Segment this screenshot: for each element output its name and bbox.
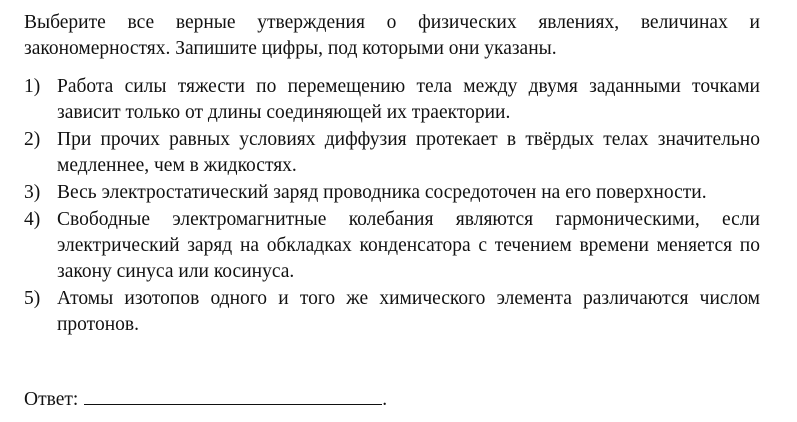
statement-item — [24, 207, 760, 285]
statement-item — [24, 286, 760, 338]
answer-period: . — [382, 389, 388, 410]
task-block — [24, 10, 760, 339]
answer-blank[interactable] — [84, 384, 382, 405]
statement-text: Весь электростатический заряд проводника сосредоточен на его поверхности. — [57, 182, 707, 203]
statement-number: 4) — [24, 209, 41, 230]
statement-item — [24, 180, 760, 206]
statement-list — [24, 74, 760, 338]
statement-item — [24, 74, 760, 126]
statement-number: 1) — [24, 76, 41, 97]
statement-text: Работа силы тяжести по перемещению тела между двумя заданными точками зависит только от длины соединяющей их траектории. — [57, 76, 760, 123]
statement-text: При прочих равных условиях диффузия протекает в твёрдых телах значительно медленнее, чем в жидкостях. — [57, 129, 760, 176]
statement-number: 5) — [24, 288, 41, 309]
statement-text: Атомы изотопов одного и того же химического элемента различаются числом протонов. — [57, 288, 760, 335]
answer-row — [24, 384, 387, 413]
statement-text: Свободные электромагнитные колебания являются гармоническими, если электрический заряд на обкладках конденсатора с течением времени меняется по закону синуса или косинуса. — [57, 209, 760, 282]
answer-label: Ответ: — [24, 389, 79, 410]
statement-item — [24, 127, 760, 179]
statement-number: 2) — [24, 129, 41, 150]
task-instruction: Выберите все верные утверждения о физических явлениях, величинах и закономерностях. Запишите цифры, под которыми они указаны. — [24, 12, 760, 59]
statement-number: 3) — [24, 182, 41, 203]
